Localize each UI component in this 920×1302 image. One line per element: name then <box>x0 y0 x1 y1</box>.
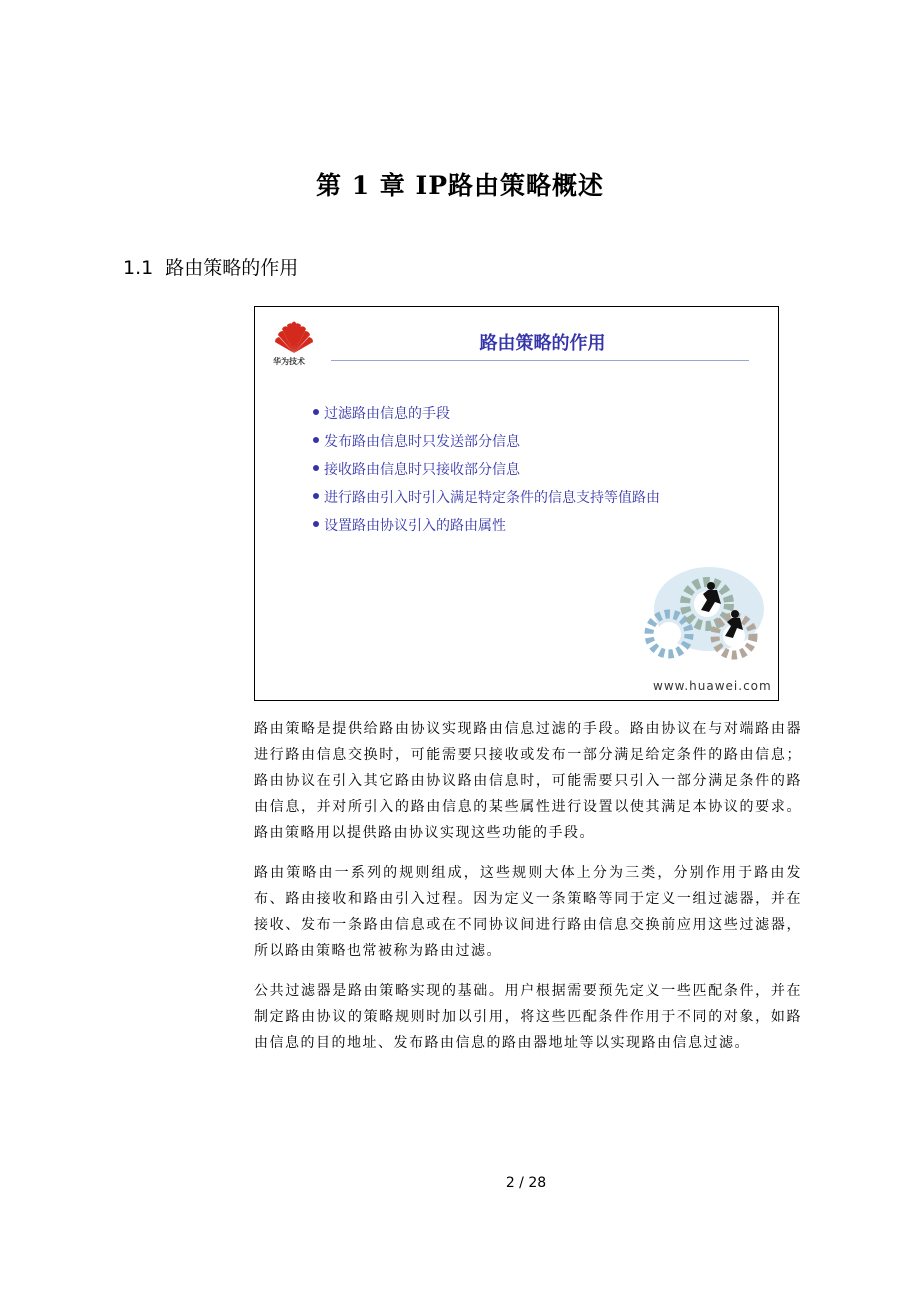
slide-title-underline <box>331 360 749 361</box>
bullet-dot-icon <box>313 409 319 415</box>
slide-title: 路由策略的作用 <box>479 333 606 354</box>
body-paragraph: 路由策略是提供给路由协议实现路由信息过滤的手段。路由协议在与对端路由器进行路由信息交换时，可能需要只接收或发布一部分满足给定条件的路由信息；路由协议在引入其它路由协议路由信息时，可能需要只引入一部分满足条件的路由信息，并对所引入的路由信息的某些属性进行设置以使其满足本协议的要求。路由策略用以提供路由协议实现这些功能的手段。 <box>254 721 802 841</box>
bullet-item: 接收路由信息时只接收部分信息 <box>313 456 660 484</box>
bullet-dot-icon <box>313 493 319 499</box>
body-paragraph: 公共过滤器是路由策略实现的基础。用户根据需要预先定义一些匹配条件，并在制定路由协议的策略规则时加以引用，将这些匹配条件作用于不同的对象，如路由信息的目的地址、发布路由信息的路由器地址等以实现路由信息过滤。 <box>254 983 802 1051</box>
bullet-item: 设置路由协议引入的路由属性 <box>313 512 660 540</box>
bullet-dot-icon <box>313 465 319 471</box>
body-paragraph: 路由策略由一系列的规则组成，这些规则大体上分为三类，分别作用于路由发布、路由接收和路由引入过程。因为定义一条策略等同于定义一组过滤器，并在接收、发布一条路由信息或在不同协议间进行路由信息交换前应用这些过滤器，所以路由策略也常被称为路由过滤。 <box>254 865 802 959</box>
bullet-item: 过滤路由信息的手段 <box>313 400 660 428</box>
slide-figure <box>254 306 779 701</box>
slide-bullet-list <box>313 400 660 540</box>
page-number: 2 / 28 <box>505 1175 547 1191</box>
chapter-title: 第 1 章 IP路由策略概述 <box>316 171 604 200</box>
section-number: 1.1 <box>123 257 154 279</box>
section-heading <box>123 253 298 280</box>
slide-url: www.huawei.com <box>653 679 772 693</box>
logo-text: 华为技术 <box>273 357 305 366</box>
bullet-dot-icon <box>313 437 319 443</box>
bullet-item: 进行路由引入时引入满足特定条件的信息支持等值路由 <box>313 484 660 512</box>
gears-businessmen-icon <box>639 564 769 674</box>
bullet-item: 发布路由信息时只发送部分信息 <box>313 428 660 456</box>
bullet-dot-icon <box>313 521 319 527</box>
section-title: 路由策略的作用 <box>165 257 299 279</box>
